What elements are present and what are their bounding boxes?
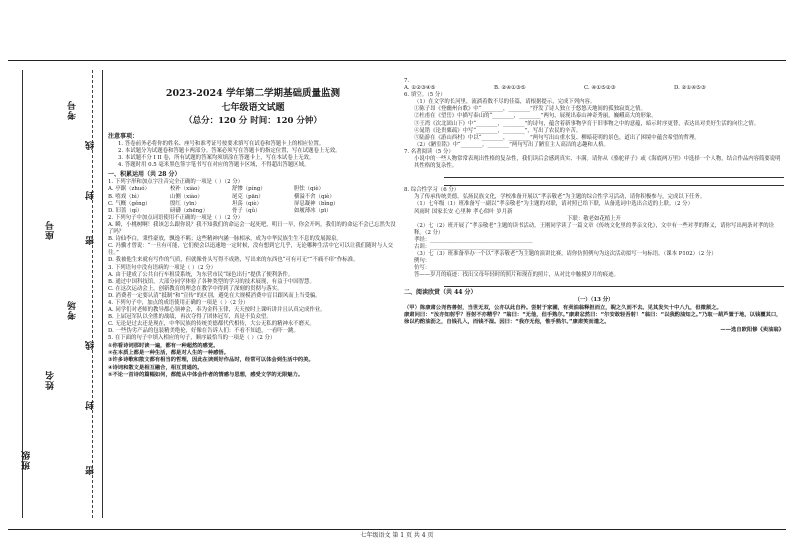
question-text: 答——岁月的痕迹：找出父母年轻时的照片和现在的照片，从对比中触摸岁月的痕迹。 [414,272,619,279]
option-cell: 舒惨（píng） [232,186,266,193]
sentence-option: ①你看诗词那时读一遍，都有一种超然的感觉。 [108,342,219,349]
question-stem: 3. 下列语句中没有语病的一项是（ ）（2 分） [108,264,217,271]
option-text: A. 同学们对老师的教导都心领神会，奉为金科玉律，天天按时上课听讲并且认真完成作业。 [108,307,326,314]
exam-score-time: （总分：120 分 时间：120 分钟） [184,116,322,126]
option-text: B. 通过中国科技馆，大部分同学体验了各种类型的学习的技术展现，有益于中国智慧。 [108,278,315,285]
option-cell: 横溢不舍（qiè） [294,193,335,200]
option-row [108,201,398,208]
answer-line-imitate: 仿写：______________________________________ [414,265,533,272]
question-stem: 6. 填空。（5 分） [404,92,446,99]
option-cell: D. 旧蔷（qí） [108,207,143,214]
left-column [108,78,398,523]
option-cell: 殷红（yīn） [170,200,200,207]
fill-blank-item: ③王湾《次北固山下》中“________，________”的诗句，蕴含着新事物孕育于旧事物之中的意蕴，暗示时序更替，表达出对美好生活的向往之情。 [414,120,760,127]
option-cell: 如履薄冰（pī） [294,207,332,214]
option-cell: 屏息凝神（bǐng） [294,200,339,207]
notes-heading: 注意事项： [108,133,139,140]
question-stem: 5. 在下面的句子中填入相应的句子，顺序最恰当的一项是（ ）（2 分） [108,335,276,342]
seal-dashed-line [92,70,93,518]
option-row [108,194,398,201]
option-cell: C. 气概（gěng） [108,200,151,207]
right-column [404,78,784,523]
question-text: 小说中的一些人物常常表现出性格的复杂性，我们读后会感到真实、丰满。请你从《骆驼祥子》或《海底两万里》中选择一个人物，结合作品内容简要说明其性格的复杂性。 [414,156,781,170]
page-footer: 七年级语文 第 1 页 共 4 页 [360,532,434,539]
option-cell: 磅礴（zhēng） [170,207,208,214]
sentence-option: ③许多诗歌和散文都有相当的哲理，因此在读到好作品时，经常可以体会到生活中的美。 [108,357,314,364]
exam-title: 2023-2024 学年第二学期基础质量监测 [165,88,341,99]
section-heading: 一、积累运用（共 28 分） [108,171,181,179]
answer-line [444,171,784,178]
question-stem: 7. 名著阅读（5 分） [404,148,454,155]
note-item: 2. 本试题分为试题卷和答题卡两部分。答案必须写在答题卡的指定位置，写在试题卷上无效。 [118,148,341,155]
seal-mark: 密 [86,235,96,245]
field-name: 姓名 [46,370,56,390]
seal-mark: 密 [86,465,96,475]
passage-paragraph: 康肃问曰：“汝亦知射乎？吾射不亦精乎？”翁曰：“无他，但手熟尔。”康肃忿然曰：“尔安敢轻吾射！”翁曰：“以我酌油知之。”乃取一葫芦置于地，以钱覆其口，徐以杓酌油沥之，自钱孔入，而钱不湿。因曰：“我亦无他，惟手熟尔。”康肃笑而遣之。 [404,311,782,326]
couplet-lower-line: 下联：敬老如花植上开 [567,215,621,222]
option-cell: B. 嘻戏（bì） [108,193,143,200]
question-text: （3）七（3）班准备举办一个以“孝亲敬老”为主题的演讲比赛，请你仿照例句为这次活动拟写一句标语。（课本 P102）（2 分） [414,251,717,258]
option-text: C. 冯骥才曾说：“一旦有可能，它们便会以迅速地一定时候，没有想到它几乎，无论哪种生活中它可以让我们随时与人交往。” [108,243,394,257]
note-item: 4. 答题时用 0.5 毫米黑色签字笔书写在对应的答题卡区域，不得超出答题区域。 [118,162,310,169]
fill-blank-item: ①陈子昂《登幽州台歌》中“________，________”抒发了诗人独立于悠悠天地间的孤独寂寞之情。 [414,106,646,113]
answer-option-d: D. ②①④⑤③ [674,85,706,92]
note-item: 1. 答卷前务必将你的姓名、座号和准考证号按要求填写在试卷和答题卡上的相应位置。 [118,141,325,147]
option-text: B. 上届冠军队以全胜的战绩，再次夺得了团体冠军，真是不负众望。 [108,314,272,321]
question-stem: 2. 下列句子中加点词语使用不正确的一项是（ ）（2 分） [108,214,243,221]
passage-paragraph: （甲）陈康肃公尧咨善射，当世无双，公亦以此自矜。尝射于家圃，有卖油翁释担而立，睨之久而不去。见其发矢十中八九，但微颔之。 [404,304,722,311]
question-number: 7. [404,78,410,84]
answer-option-c: C. ④①⑤②③ [584,85,616,92]
answer-line [444,280,784,287]
field-exam-number: 考号 [68,100,78,120]
sentence-option: ⑤不论一首诗的篇幅如何，都能从中体会作者的情感与思想，感受文学的无限魅力。 [108,372,304,379]
exam-subtitle: 七年级语文试题 [221,103,285,113]
seal-mark: 封 [86,190,96,200]
answer-line [444,179,784,186]
question-stem: 4. 下列句子中，加点的成语使用正确的一项是（ ）（2 分） [108,299,249,306]
answer-line-guxun: 古训：______________________________________ [414,243,533,250]
option-cell: 校补（xiào） [170,186,203,193]
question-text: （2）七（2）班开展了“孝亲敬老”主题的读书活动，王刚同学读了一篇文章《传统文化里的孝亲文化》，文中有一些对孝的释义，请你写出两条对孝的诠释。（2 分） [414,222,775,236]
option-row [108,208,398,215]
couplet-choices: 风雨时 国家长安 心里种 孝心似叶 岁月新 [414,208,513,215]
fill-blank-item: ④晁错《论贵粟疏》中写“________，________”，写出了农民的辛苦。 [414,127,582,134]
section-heading: 二、阅读欣赏（共 44 分） [404,289,477,297]
fill-blank-item: ②杜甫在《望岳》中描写泰山的“________，________”两句，展现出泰山神奇秀丽，巍峨高大的形象。 [414,113,657,120]
answer-option-a: A. ①②③④⑤ [404,85,436,92]
option-text: A. 由于建成了公共自行车租赁系统，为东营市民“绿色出行”提供了便利条件。 [108,271,294,278]
seal-mark: 线 [86,340,96,350]
question-text: （1）七年级（1）班准备写一副以“孝亲敬老”为主题的对联，请对照已给下联，从备选词中选出合适的上联。（2 分） [414,201,693,208]
field-exam-room: 考场 [68,300,78,320]
option-cell: 胆怯（qiè） [294,186,324,193]
option-text: D. 消费者一定要认清“抵制”和“宣传”的区别，避免在大规模消费中盲目跟风而上当受骗。 [108,292,321,299]
option-text: C. 在这次运动会上，创新教育的理念在教学中得到了深刻的贯彻与落实。 [108,285,283,292]
binding-rule-inner [102,70,103,518]
option-text: B. 诗仙李白，秉性豪放，飘逸不羁；这些精神内涵一脉相承，成为中华民族生生不息的发展源泉。 [108,236,342,243]
option-cell: 骨子（qǔ） [232,207,261,214]
passage-title: （一）（13 分） [574,297,614,304]
option-cell: 尾克（pān） [232,193,264,200]
seal-mark: 封 [86,400,96,410]
option-row [108,186,398,193]
option-cell: A. 亭踞（zhuó） [108,186,150,193]
sentence-option: ②在本质上都是一种生活，都是对人生的一种感悟。 [108,349,230,356]
answer-option-b: B. ②④①③⑤ [494,85,526,92]
option-cell: 坦荡（qiè） [232,200,262,207]
note-item: 3. 本试题不分 I II 卷，所有试题的答案均须填涂在答题卡上，写在本试卷上无效。 [118,155,315,162]
field-seat-number: 座号 [46,220,56,240]
option-text: D. 一些伪劣产品的包装精美绝伦，好像在告诉人们：不看不知道，一看吓一跳。 [108,328,299,335]
option-text: C. 无论是过去还是现在，中华民族的传统美德都代代相传，大公无私的精神永不磨灭。 [108,321,315,328]
example-label: 例句： [414,258,431,265]
option-text: D. 我被他生来就有写作的气质，但就像骨头写得不成熟，写出来的东西也“可有可无”“不痛不痒”作标准。 [108,257,359,264]
fill-blank-item: ⑤陆游在《游山西村》中以“________，________”两句写出山重水复、柳暗花明的景色，道出了困境中蕴含希望的哲理。 [414,134,700,141]
answer-line-xiaojing: 孝经：______________________________________ [414,236,533,243]
question-stem: 1. 下列字形和加点字注音完全正确的一项是（ ）（2 分） [108,179,243,186]
field-class: 班级 [22,450,32,470]
seal-mark: 线 [86,140,96,150]
answer-options [404,85,784,92]
sentence-option: ④诗词和散文是相互融合，相互贯通的。 [108,364,203,371]
fill-blank-item: （2）《陋室铭》中“________，________”两句写出了陋室主人高洁的志趣和人格。 [414,141,609,148]
question-text: （1）在文学的长河里，流淌着数不尽的佳篇，请根据提示，完成下列内容。 [414,99,596,106]
question-text: 为了传承传统美德，弘扬民族文化，学校准备开展以“孝亲敬老”为主题的综合性学习活动，请你积极参与，完成以下任务。 [414,194,706,201]
option-text: A. 瞬，小桃树啊！我该怎么跟你说？我不知我们的命运会一起死吧，明日一早，你会开吗，我们的的命运不会已忘然失没了吗？ [108,221,396,236]
option-cell: 山侧（xiào） [170,193,203,200]
question-stem: 8. 综合性学习（6 分） [404,187,460,194]
binding-margin [14,70,106,518]
passage-source: ——选自欧阳修《卖油翁》 [720,326,784,333]
